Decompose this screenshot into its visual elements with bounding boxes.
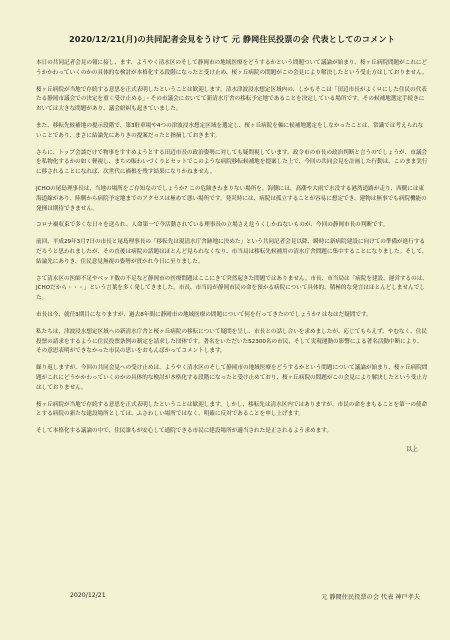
paragraph-1: 本日の共同記者会見の報に接し、ます、ようやく清水区のそして静岡市の地域医療をどうするかという問題ついて議論が始まり、桜ヶ丘病院問題がこれにどうかかわっていくのかの具体的な検討が本格化する段階になったと受け止め、桜ヶ丘病院の問題がこの会見により解決したという受止方はしておりません。: [36, 60, 428, 76]
footer-signature: 元 静岡住民投票の会 代表 神戸孝夫: [321, 594, 420, 601]
document-footer: [70, 592, 420, 601]
closing-mark: 以上: [405, 445, 418, 453]
footer-date: 2020/12/21: [70, 592, 106, 599]
paragraph-12: 桜ヶ丘病院が当地で存続する意思を正式表明したということは歓迎します。しかし、移転先は清水区内ではありますが、市民の命をまもることを第一の使命とする病院の新たな建設場所としては、ふさわしい場所ではなく、明確に反対であることを申し上げます。: [36, 401, 428, 418]
paragraph-11: 繰り返しますが、今回の共同会見への受け止めは、ようやく清水区のそして静岡市の地域医療をどうするかという問題について議論が始まり、桜ヶ丘病院問題がこれにどうかかわっていくのかの具体的な検討が本格化する段階になったと受け止めており、桜ヶ丘病院の問題がこの会見により解決したという受止方はしておりません。: [36, 365, 428, 391]
paragraph-5: JCHOの尾島理事長は、当地の場所をご存知なのでしょうか? この危険きわまりない場所を。海側には、高潮や大雨で水没する港湾道路が走り、西側には東海道線があり、陸側から病院予定地までのアクセスは極めて悪い場所です。発災時には、病院は孤立することが容易に想定でき、建物は無事でも病院機能の発揮は期待できません。: [36, 185, 427, 212]
paragraph-7: 前回、平成29年3月7日の市長と尾島理事長の「移転先は現清水庁舎跡地に決めた」という共同記者会見以降、瞬時に新病院建設に向けての準備が進行するだろうと思われましたが、その直後は病院の話題はほとんど見られなくなり、市当局は移転先候補用の清水庁舎問題に集中することになりました。そして、結論先にありき、住民意見無視の姿勢が貫かれ今日に至りました。: [36, 239, 428, 265]
paragraph-9: 市長は今、就任3期目になりますが、過去8年間に静岡市の地域医療の問題について何を行ってきたのでしょうか? はなはだ疑問です。: [36, 311, 372, 318]
paragraph-13: そして本格化する議論の中で、住民誰もが安心して通院できる市民に建設場所が適当された是正されるよう求めます。: [36, 428, 332, 435]
paragraph-2: 桜ヶ丘病院が当地で存続する意思を正式表明したということは歓迎します。清水津波浸水想定区域内の、しかもそこは「田辺市長がよくロにした住民の代表たる静岡市議会での決定を重く受け止める」・その市議会においてて新清水庁舎の移転予定地であることを決定している場所です。その候補地選定手続きにおいては大きな問題があり、議会紛糾も起きていました。: [36, 86, 427, 113]
paragraph-10: 私たちは、津波浸水想定区域への新清水庁舎と桜ヶ丘病院の移転について疑問を呈し、市長との話し合いを求めましたが、応じてもらえず、やむなく、住民投票の請求をするように住民投票条例の制定を請求した団体です。著名をいただいた52300名の市民、そして実現運動の影響による著名活動中断により、その意思表明ができなかった市民の思いをおもんばかってコメントします。: [36, 328, 427, 355]
paragraph-4: さらに、トップ会談だけで物事をすすめようとする田辺市長の政治姿勢に対しても疑問視しています。政令市の市長の政治判断と言うのでしょうが、市議会を私物化するかの如く軽視し、まちの賑わいづくりとセットでこのような病院移転候補地を提案した上で、今回の共同会見を計画した行動は、このまま実行に移されることになれば、次世代に禍根を残す結果になりかねません。: [36, 149, 428, 176]
paragraph-3: また、移転先候補地の提示段階で、第3駐車場や4つの津波浸水想定区域を選定し、桜ヶ丘病院を軸に候補地選定をしなかったことは、常識では考えられないことであり、まさに結論先にありきの提案だったと指摘しておきます。: [36, 122, 424, 139]
paragraph-6: コロナ禍収束で多くな日々を送られ、人命第一で今活動されている理事長の立場さえ危うくしかねないものが、今回の静岡市長の判断です。: [36, 222, 389, 229]
paragraph-8: さて清水区の医師不足やベッド数の不足など静岡市の医療問題はここにきて突然起きた問題ではありません。市長、市当局は「病院を建設、運営するのは、JCHOだから・・・」という言葉を多く発してきました。市長、市当局が静岡市民の命を預かる病院について具体的、積極的な発言はほとんどしませんでした。: [36, 275, 428, 302]
document-title: 2020/12/21(月)の共同記者会見をうけて 元 静岡住民投票の会 代表としてのコメント: [68, 34, 395, 44]
